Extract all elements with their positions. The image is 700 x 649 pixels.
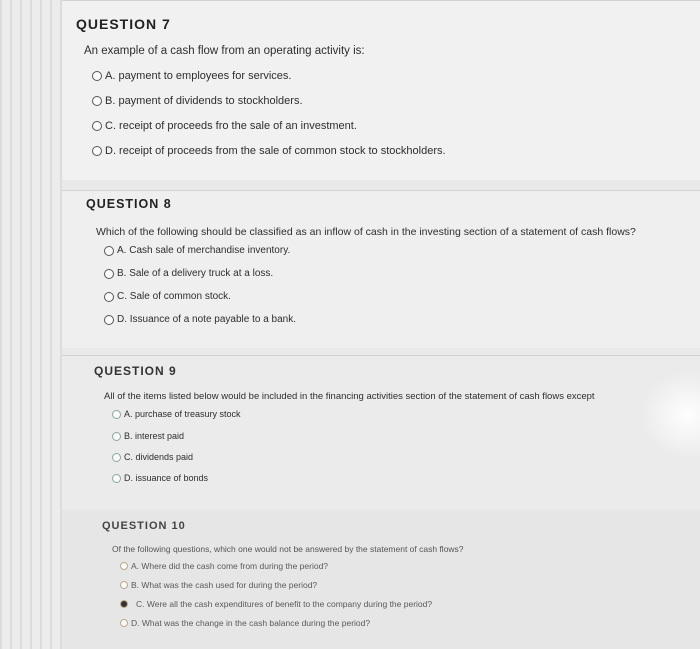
radio-icon[interactable] [112,432,121,441]
radio-icon[interactable] [104,292,114,302]
q7-option-a[interactable] [92,70,291,82]
question-8-title: QUESTION 8 [86,197,172,211]
radio-icon[interactable] [104,246,114,256]
q7-option-a-label: A. payment to employees for services. [105,70,292,82]
radio-icon[interactable] [92,121,102,131]
left-edge-strip [0,0,62,649]
question-7-prompt: An example of a cash flow from an operating activity is: [84,45,365,57]
q8-option-c-label: C. Sale of common stock. [117,291,231,302]
radio-icon[interactable] [112,453,121,462]
q10-option-c[interactable] [120,599,432,609]
q10-option-a[interactable] [120,561,328,571]
radio-icon[interactable] [92,96,102,106]
q8-option-a[interactable] [104,245,290,256]
q7-option-b-label: B. payment of dividends to stockholders. [105,95,303,107]
radio-icon[interactable] [92,71,102,81]
q8-option-d-label: D. Issuance of a note payable to a bank. [117,314,297,325]
q8-option-c[interactable] [104,291,231,302]
q10-option-d[interactable] [120,618,370,628]
q10-option-b[interactable] [120,580,317,590]
question-9-title: QUESTION 9 [94,364,177,378]
question-8-prompt: Which of the following should be classified as an inflow of cash in the investing section of a statement of cash flows? [96,226,636,238]
q9-option-d[interactable] [112,473,208,483]
q10-option-a-label: A. Where did the cash come from during the period? [131,561,329,571]
question-9-prompt: All of the items listed below would be included in the financing activities section of the statement of cash flows except [104,391,595,402]
question-10-title: QUESTION 10 [102,520,186,532]
q7-option-d-label: D. receipt of proceeds from the sale of common stock to stockholders. [105,145,446,157]
q9-option-a-label: A. purchase of treasury stock [124,409,241,419]
radio-icon[interactable] [104,269,114,279]
q9-option-d-label: D. issuance of bonds [124,473,209,483]
question-7-title: QUESTION 7 [76,16,171,32]
q7-option-b[interactable] [92,95,303,107]
q8-option-b[interactable] [104,268,273,279]
q8-option-d[interactable] [104,314,296,325]
q7-option-d[interactable] [92,145,446,157]
q9-option-c[interactable] [112,452,193,462]
q7-option-c[interactable] [92,120,357,132]
q9-option-b-label: B. interest paid [124,431,185,441]
q10-option-c-label: C. Were all the cash expenditures of benefit to the company during the period? [136,599,433,609]
question-10-prompt: Of the following questions, which one would not be answered by the statement of cash flows? [112,544,464,554]
radio-icon[interactable] [120,562,128,570]
question-10-block [62,510,700,649]
q9-option-c-label: C. dividends paid [124,452,194,462]
q8-option-a-label: A. Cash sale of merchandise inventory. [117,245,291,256]
radio-icon[interactable] [104,315,114,325]
radio-icon[interactable] [112,410,121,419]
q8-option-b-label: B. Sale of a delivery truck at a loss. [117,268,274,279]
q9-option-a[interactable] [112,409,241,419]
radio-icon[interactable] [112,474,121,483]
selected-radio-icon[interactable] [120,600,128,608]
q9-option-b[interactable] [112,431,184,441]
question-7-block [62,0,700,180]
radio-icon[interactable] [92,146,102,156]
question-9-block [62,355,700,510]
q10-option-d-label: D. What was the change in the cash balance during the period? [131,618,371,628]
q7-option-c-label: C. receipt of proceeds fro the sale of an investment. [105,120,357,132]
question-8-block [62,190,700,348]
radio-icon[interactable] [120,619,128,627]
radio-icon[interactable] [120,581,128,589]
q10-option-b-label: B. What was the cash used for during the period? [131,580,318,590]
